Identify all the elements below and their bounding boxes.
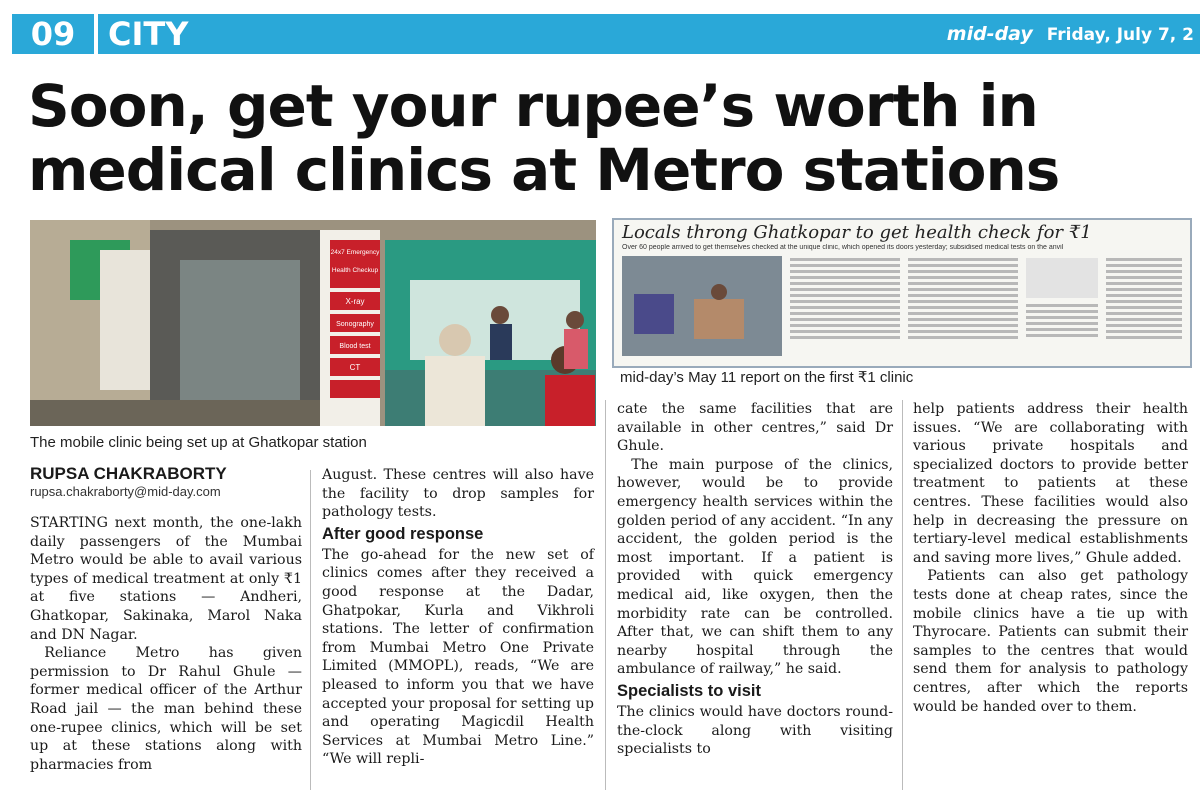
service-signs <box>330 240 380 398</box>
sign-xray: X-ray <box>345 297 365 306</box>
inset-title: Locals throng Ghatkopar to get health check for ₹1 <box>622 222 1092 243</box>
lead-paragraph: STARTING next month, the one-lakh daily passengers of the Mumbai Metro would be able to avail various types of medical treatment at only ₹1 at five stations — Andheri, Ghatkopar, Sakinaka, Marol Naka and DN Nagar. <box>30 515 302 643</box>
paragraph: Reliance Metro has given permission to Dr Rahul Ghule — former medical officer of the Arthur Road jail — the man behind these one-rupee clinics, which will be set up at these stations along with pharmacies from <box>30 645 302 773</box>
clinic-photo-illustration <box>30 220 596 426</box>
page-header <box>0 0 1200 58</box>
article-column-3 <box>617 400 893 759</box>
sign-ct: CT <box>349 363 361 372</box>
paragraph: The clinics would have doctors round-the-clock along with visiting specialists to <box>617 703 893 758</box>
issue-date: Friday, July 7, 2 <box>1046 25 1194 45</box>
photo-caption: The mobile clinic being set up at Ghatkopar station <box>30 434 367 451</box>
sign-emergency: 24x7 Emergency <box>330 249 380 256</box>
paragraph: The go-ahead for the new set of clinics comes after they received a good response at the Dadar, Ghatpokar, Kurla and Vikhroli stations. The letter of confirmation from Mumbai Metro One Private Limited (MMOPL), reads, “We are pleased to inform you that we have accepted your proposal for setting up and operating Magicdil Health Services at Mumbai Metro Line.” “We will repli- <box>322 546 594 768</box>
brand-name: mid-day <box>946 23 1033 45</box>
paragraph: help patients address their health issues. “We are collaborating with various private hospitals and specialized doctors to provide better treatment to patients at these centres. These facilities would also help in decreasing the pressure on tertiary-level medical establishments and saving more lives,” Ghule added. <box>913 401 1188 566</box>
article-column-1 <box>30 514 302 774</box>
section-name: CITY <box>108 15 189 53</box>
subhead-after-good-response: After good response <box>322 524 484 543</box>
paragraph: cate the same facilities that are available in other centres,” said Dr Ghule. <box>617 401 893 455</box>
article-column-4 <box>913 400 1188 716</box>
inset-clipping <box>612 218 1192 368</box>
page-number: 09 <box>12 14 94 54</box>
column-divider <box>605 400 606 790</box>
paragraph: August. These centres will also have the facility to drop samples for pathology tests. <box>322 467 594 521</box>
inset-text-block <box>790 258 1182 339</box>
masthead <box>947 14 1194 54</box>
subhead-specialists-to-visit: Specialists to visit <box>617 681 761 700</box>
sign-sonography: Sonography <box>336 321 374 328</box>
inset-caption: mid-day’s May 11 report on the first ₹1 clinic <box>620 369 914 386</box>
clinic-photo <box>30 220 596 426</box>
inset-thumbnail <box>614 254 1190 366</box>
paragraph: Patients can also get pathology tests done at cheap rates, since the mobile clinics have a tie up with Thyrocare. Patients can submit their samples to the centres that would send them for analysis to pathology centres, after which the reports would be handed over to them. <box>913 568 1188 715</box>
headline: Soon, get your rupee’s worth in medical clinics at Metro stations <box>28 72 1060 204</box>
inset-subtitle: Over 60 people arrived to get themselves checked at the unique clinic, which opened its doors yesterday; subsidised medical tests on the anvil <box>622 244 1064 251</box>
author-name: RUPSA CHAKRABORTY <box>30 464 227 483</box>
sign-blood-test: Blood test <box>339 343 371 350</box>
paragraph: The main purpose of the clinics, however, would be to provide emergency health services within the golden period of any accident. “In any accident, the golden period is the most important. If a patient is provided with quick emergency medical aid, like oxygen, then the morbidity rate can be controlled. After that, we can shift them to any nearby hospital through the ambulance of railway,” he said. <box>617 456 893 678</box>
author-email: rupsa.chakraborty@mid-day.com <box>30 484 221 499</box>
column-divider <box>310 470 311 790</box>
column-divider <box>902 400 903 790</box>
article-column-2 <box>322 466 594 769</box>
sign-checkup: Health Checkup <box>331 267 379 274</box>
